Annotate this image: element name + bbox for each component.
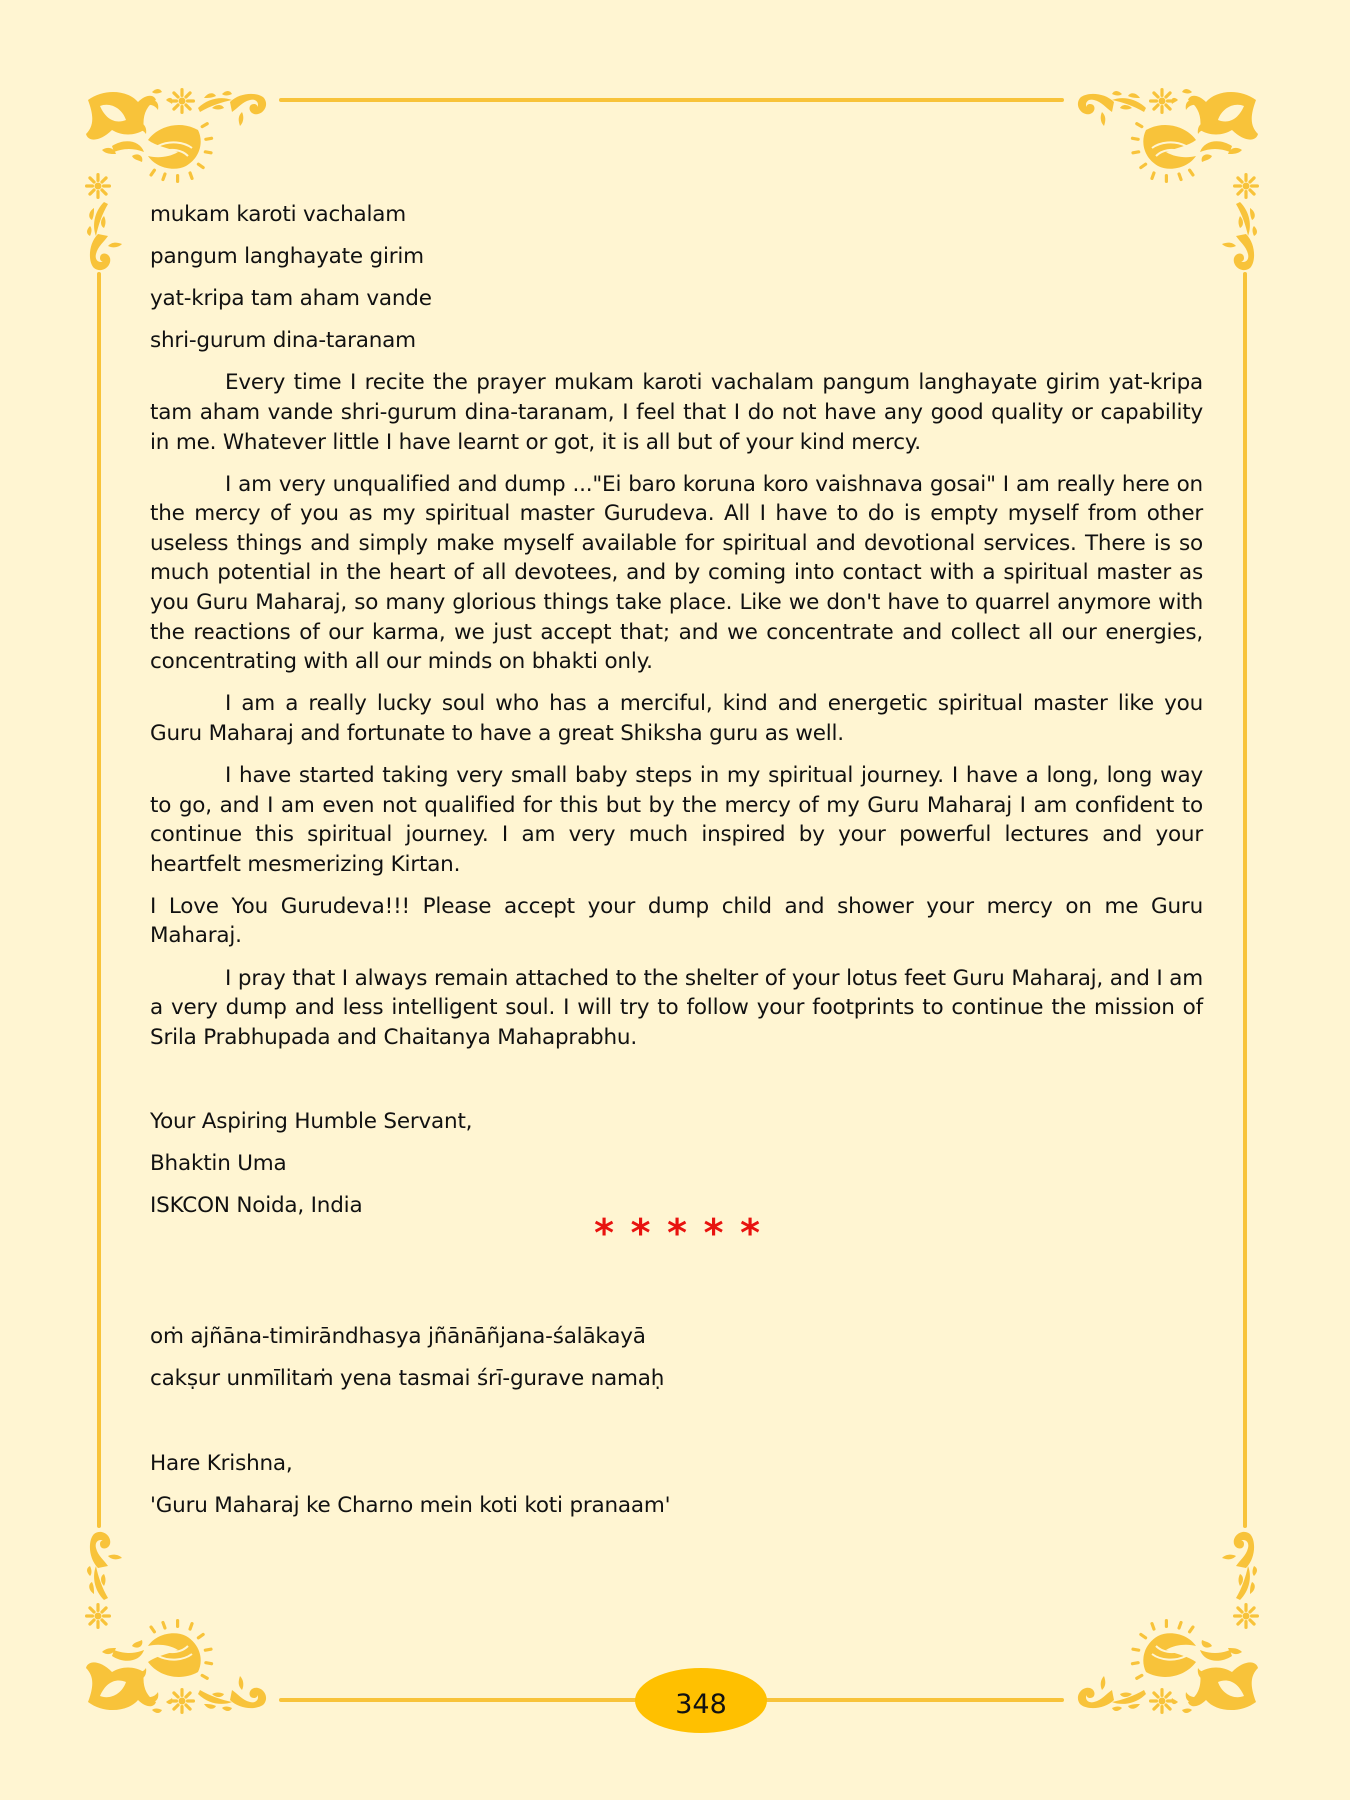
border-left-line [97,272,101,1528]
paragraph: I am a really lucky soul who has a merciful, kind and energetic spiritual master like you Guru Maharaj and fortunate to have a great Shiksha guru as well. [150,691,1203,746]
star-icon: * [630,1211,651,1255]
corner-ornament-bottom-left [82,1526,274,1716]
mantra-block [150,1322,664,1406]
mantra-line: oṁ ajñāna-timirāndhasya jñānāñjana-śalākayā [150,1324,646,1349]
paragraph: I have started taking very small baby steps in my spiritual journey. I have a long, long way to go, and I am even not qualified for this but by the mercy of my Guru Maharaj I am confident to continue this spiritual journey. I am very much inspired by your powerful lectures and your heartfelt mesmerizing Kirtan. [150,763,1203,877]
paragraph: I Love You Gurudeva!!! Please accept your dump child and shower your mercy on me Guru Maharaj. [150,893,1203,949]
paragraph: I pray that I always remain attached to the shelter of your lotus feet Guru Maharaj, and I am a very dump and less intelligent soul. I will try to follow your footprints to continue the mission of Srila Prabhupada and Chaitanya Mahaprabhu. [150,965,1203,1050]
paragraph: I am very unqualified and dump ..."Ei baro koruna koro vaishnava gosai" I am really here on the mercy of you as my spiritual master Gurudeva. All I have to do is empty myself from other useless things and simply make myself available for spiritual and devotional services. There is so much potential in the heart of all devotees, and by coming into contact with a spiritual master as you Guru Maharaj, so many glorious things take place. Like we don't have to quarrel anymore with the reactions of our karma, we just accept that; and we concentrate and collect all our energies, concentrating with all our minds on bhakti only. [150,471,1203,675]
border-top-line [279,98,1064,102]
closing-block [150,1449,670,1533]
star-icon: * [594,1211,614,1255]
closing-greeting: Hare Krishna, [150,1451,293,1476]
verse-line: yat-kripa tam aham vande [150,286,432,312]
star-icon: * [703,1211,724,1255]
closing-salutation: 'Guru Maharaj ke Charno mein koti koti pranaam' [150,1493,671,1519]
border-bottom-line-left [279,1698,639,1702]
border-right-line [1243,272,1247,1528]
star-icon: * [667,1211,687,1255]
signature-name: Bhaktin Uma [150,1150,287,1176]
page-number: 348 [675,1689,727,1720]
signature-closing: Your Aspiring Humble Servant, [150,1108,473,1134]
verse-line: mukam karoti vachalam [150,202,407,227]
page-number-badge [635,1668,767,1733]
floral-ornament-icon [1070,1526,1262,1716]
paragraph: Every time I recite the prayer mukam karoti vachalam pangum langhayate girim yat-kripa tam aham vande shri-gurum dina-taranam, I feel that I do not have any good quality or capability in me. Whatever little I have learnt or got, it is all but of your kind mercy. [150,370,1203,455]
mantra-line: cakṣur unmīlitaṁ yena tasmai śrī-gurave namaḥ [150,1366,665,1392]
border-bottom-line-right [763,1698,1064,1702]
corner-ornament-bottom-right [1070,1526,1262,1716]
letter-body [150,200,1203,1233]
verse-line: pangum langhayate girim [150,244,424,270]
verse-line: shri-gurum dina-taranam [150,328,416,354]
star-separator [592,1211,762,1255]
signature-location: ISKCON Noida, India [150,1193,363,1219]
star-icon: * [740,1211,760,1255]
floral-ornament-icon [82,1526,274,1716]
